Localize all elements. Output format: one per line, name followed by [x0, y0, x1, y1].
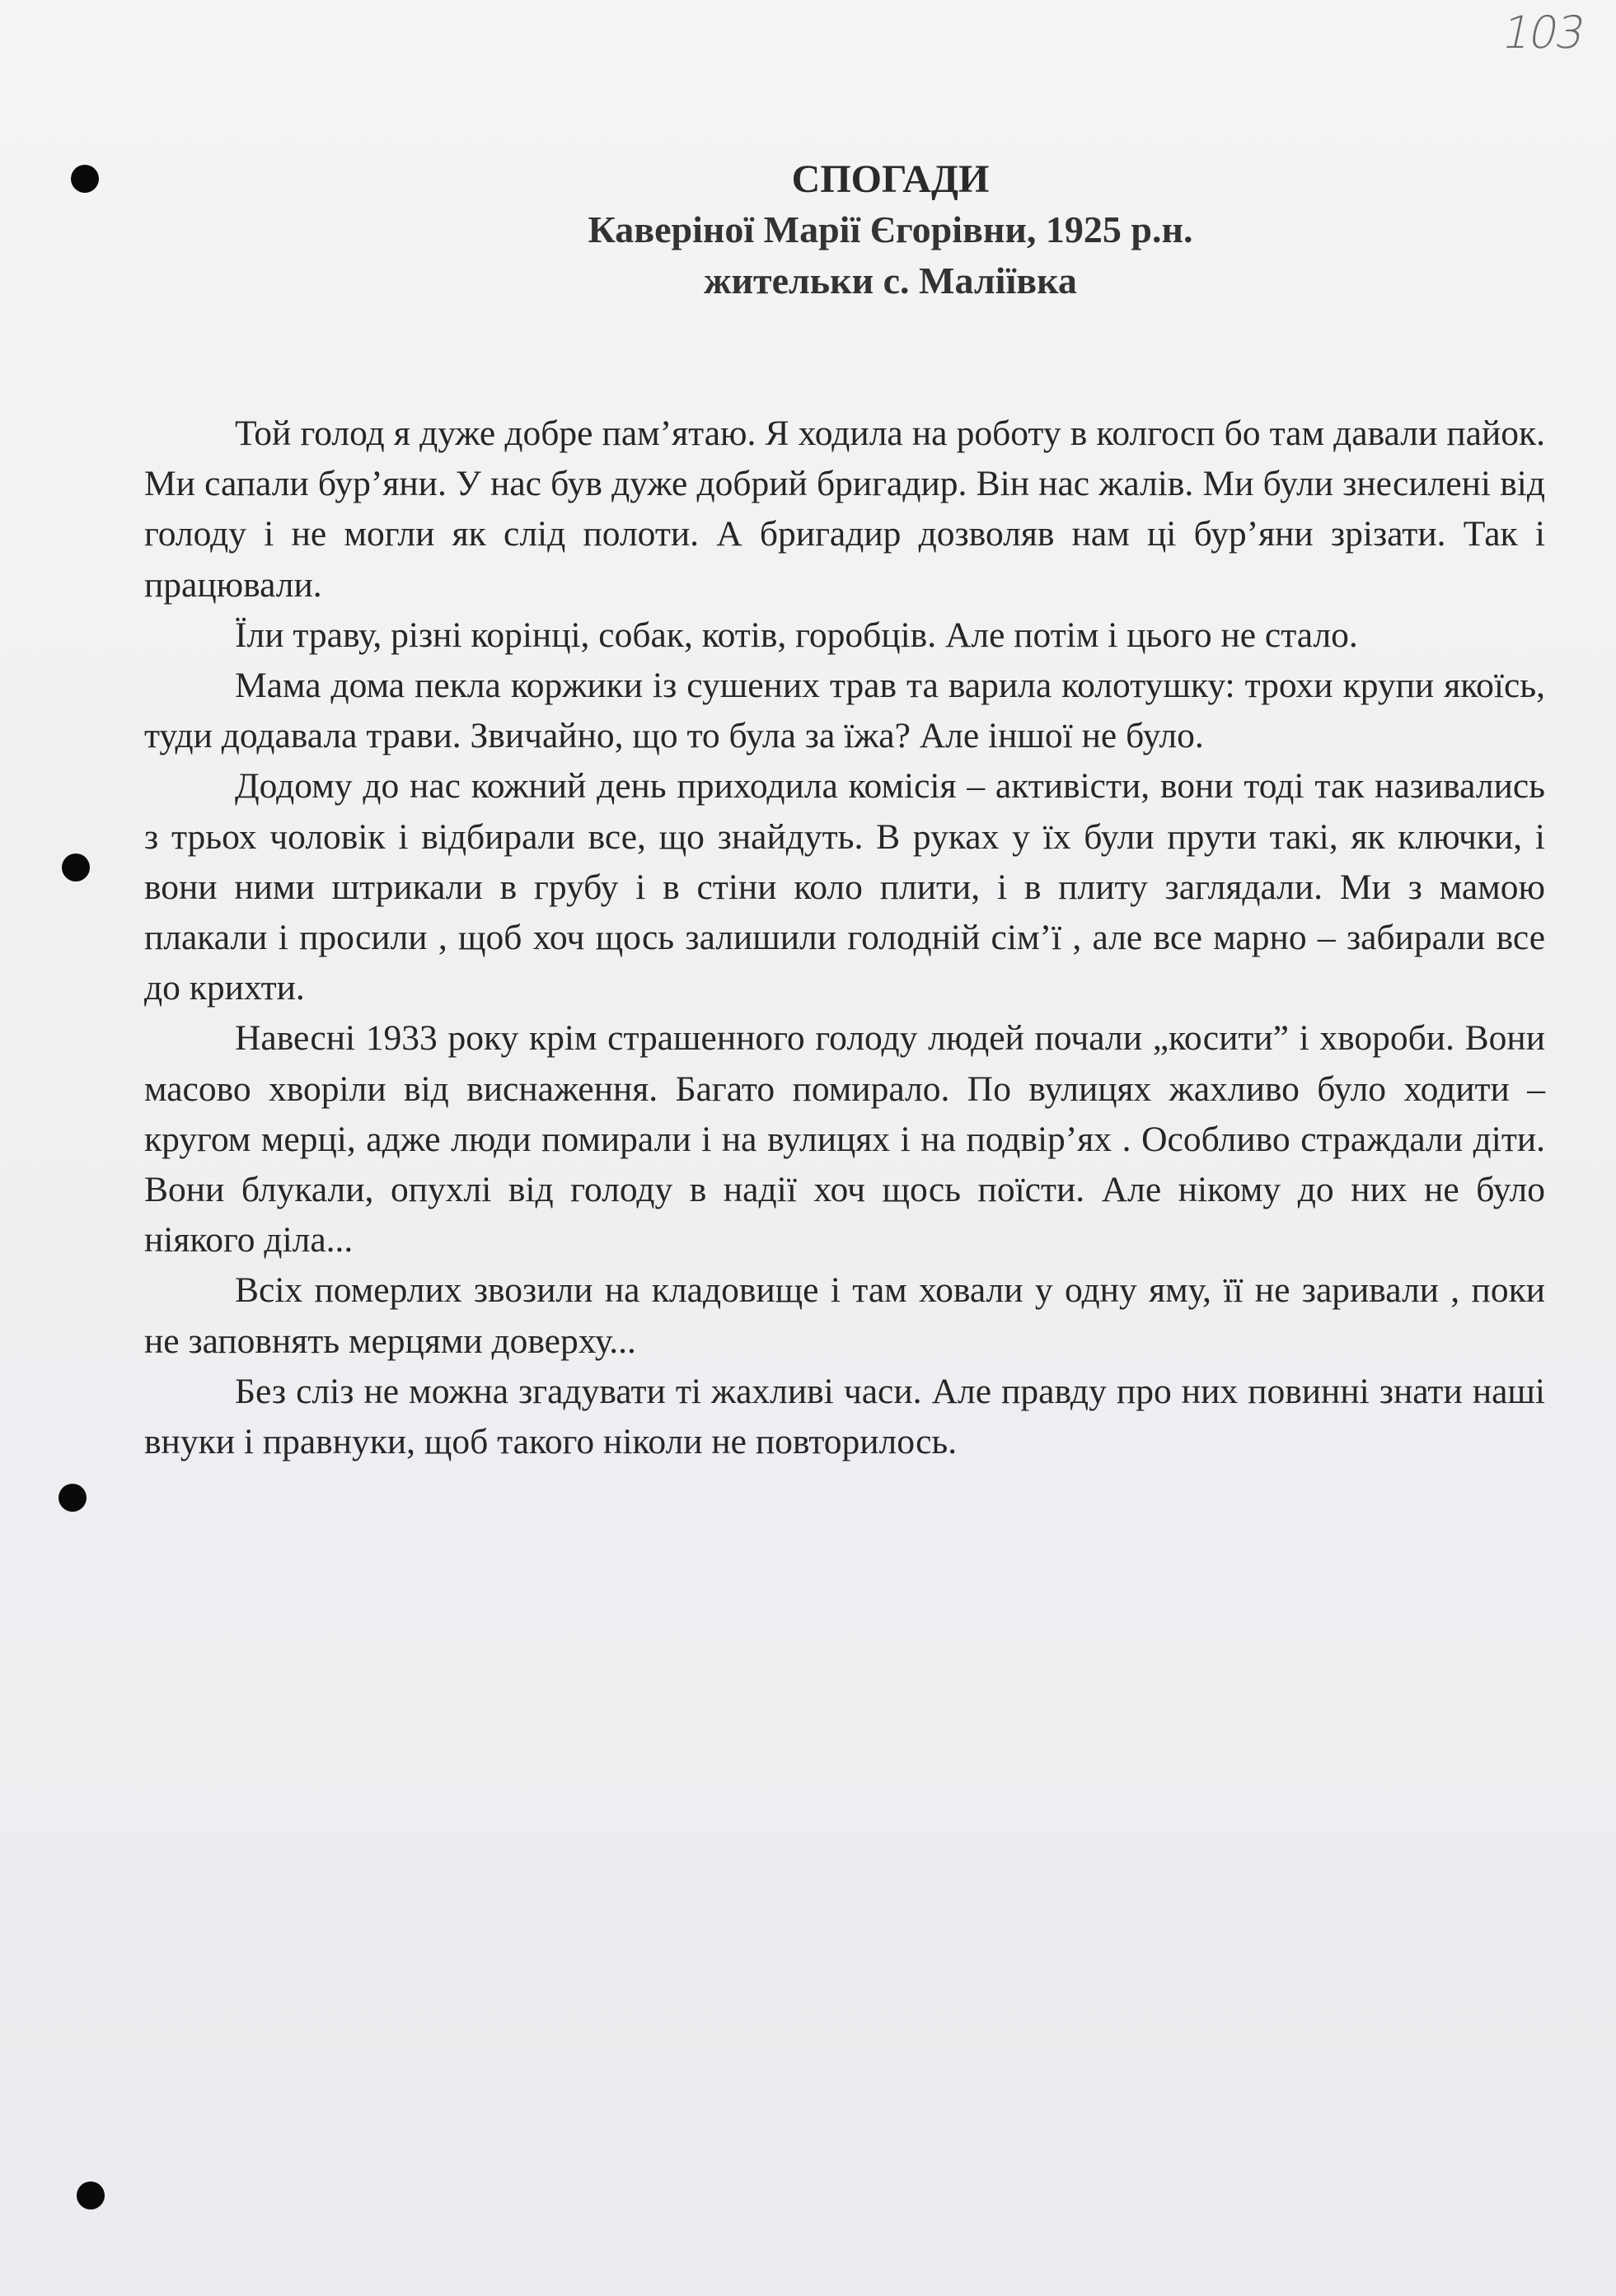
paragraph: Навесні 1933 року крім страшенного голоду людей почали „косити” і хвороби. Вони масово хворіли від виснаження. Багато помирало. По вулицях жахливо було ходити – кругом мерці, адже люди помирали і на вулицях і на подвір’ях . Особливо страждали діти. Вони блукали, опухлі від голоду в надії хоч щось поїсти. Але нікому до них не було ніякого діла...	[144, 1018, 1545, 1260]
paragraph: Той голод я дуже добре пам’ятаю. Я ходила на роботу в колгосп бо там давали пайок. Ми сапали бур’яни. У нас був дуже добрий бригадир. Він нас жалів. Ми були знесилені від голоду і не могли як слід полоти. А бригадир дозволяв нам ці бур’яни зрізати. Так і працювали.	[144, 414, 1545, 605]
document-subtitle-residence: жительки с. Маліївка	[704, 260, 1077, 302]
document-header	[0, 155, 1616, 306]
punch-hole	[77, 2181, 105, 2209]
document-title: СПОГАДИ	[791, 157, 990, 201]
document-subtitle-author: Каверіної Марії Єгорівни, 1925 р.н.	[588, 208, 1193, 250]
paragraph: Всіх померлих звозили на кладовище і там ховали у одну яму, її не заривали , поки не заповнять мерцями доверху...	[144, 1270, 1545, 1361]
paragraph: Їли траву, різні корінці, собак, котів, горобців. Але потім і цього не стало.	[235, 615, 1358, 655]
punch-hole	[62, 853, 90, 881]
paragraph: Мама дома пекла коржики із сушених трав та варила колотушку: трохи крупи якоїсь, туди додавала трави. Звичайно, що то була за їжа? Але іншої не було.	[144, 666, 1545, 756]
punch-hole	[59, 1484, 87, 1512]
document-body	[144, 409, 1545, 1467]
handwritten-page-number: 103	[1497, 7, 1589, 58]
paragraph: Без сліз не можна згадувати ті жахливі часи. Але правду про них повинні знати наші внуки і правнуки, щоб такого ніколи не повторилось.	[144, 1371, 1545, 1462]
paragraph: Додому до нас кожний день приходила комісія – активісти, вони тоді так називались з трьох чоловік і відбирали все, що знайдуть. В руках у їх були прути такі, як ключки, і вони ними штрикали в грубу і в стіни коло плити, і в плиту заглядали. Ми з мамою плакали і просили , щоб хоч щось залишили голодній сім’ї , але все марно – забирали все до крихти.	[144, 766, 1545, 1008]
